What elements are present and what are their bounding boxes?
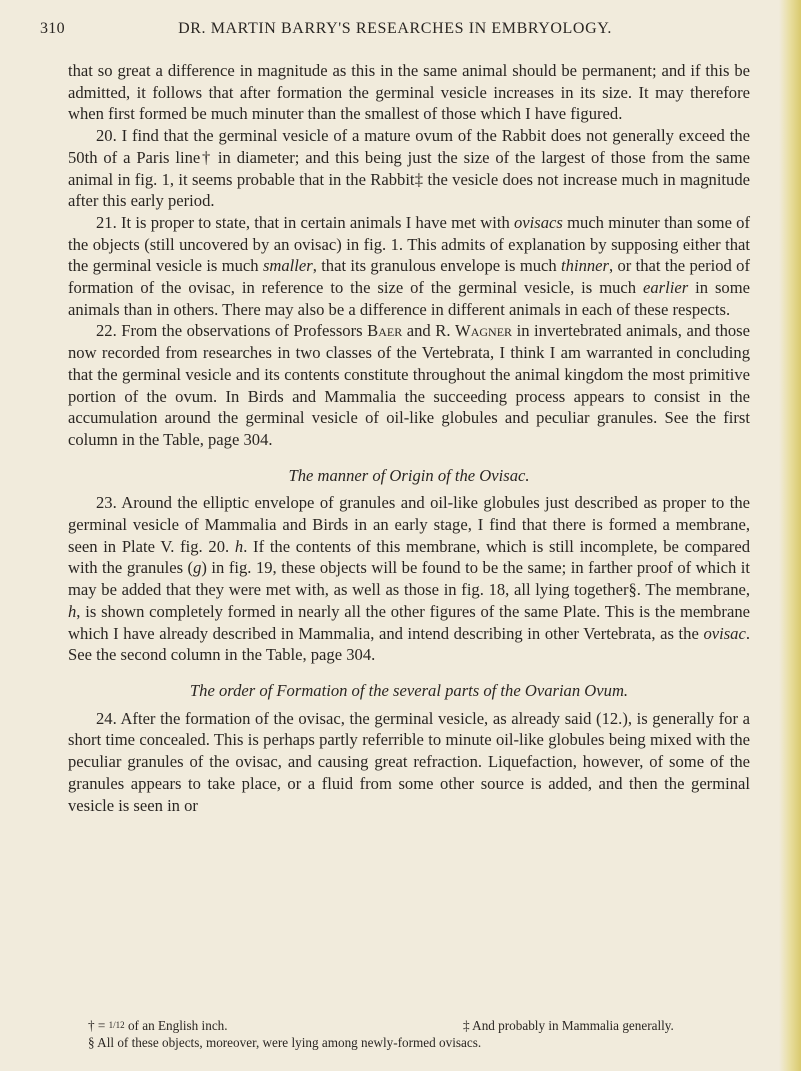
footnote-dagger: † = 1/12 of an English inch. — [88, 1018, 228, 1033]
page-header — [40, 20, 750, 44]
paragraph-continued: that so great a difference in magnitude as this in the same animal should be permanent; and if this be admitted, it follows that after formation the germinal vesicle increases in its size. It may therefore when first formed be much minuter than the smallest of those which I have figured. — [68, 61, 750, 124]
footnotes — [68, 1017, 750, 1051]
footnote-ref-dagger[interactable]: † — [200, 147, 213, 167]
main-text — [68, 60, 750, 816]
section-heading-ovisac-origin: The manner of Origin of the Ovisac. — [288, 465, 530, 485]
footnote-ref-section[interactable]: § — [628, 580, 637, 600]
paragraph-20: 20. I find that the germinal vesicle of a mature ovum of the Rabbit does not generally exceed the 50th of a Paris line† in diameter; and this being just the size of the largest of those from the same animal in fig. 1, it seems probable that in the Rabbit‡ the vesicle does not increase much in magnitude after this early period. — [68, 126, 751, 211]
paragraph-23: 23. Around the elliptic envelope of granules and oil-like globules just described as proper to the germinal vesicle of Mammalia and Birds in an early stage, I find that there is formed a membrane, seen in Plate V. fig. 20. h. If the contents of this membrane, which is still incomplete, be compared with the granules (g) in fig. 19, these objects will be found to be the same; in farther proof of which it may be added that they were met with, as well as those in fig. 18, all lying together§. The membrane, h, is shown completely formed in nearly all the other figures of the same Plate. This is the membrane which I have already described in Mammalia, and intend describing in other Vertebrata, as the ovisac. See the second column in the Table, page 304. — [68, 493, 751, 665]
paragraph-21: 21. It is proper to state, that in certain animals I have met with ovisacs much minuter than some of the objects (still uncovered by an ovisac) in fig. 1. This admits of explanation by supposing either that the germinal vesicle is much smaller, that its granulous envelope is much thinner, or that the period of formation of the ovisac, in reference to the size of the germinal vesicle, is much earlier in some animals than in others. There may also be a difference in different animals in each of these respects. — [68, 212, 751, 319]
fraction: 1/12 — [108, 1020, 125, 1030]
footnote-double-dagger: ‡ And probably in Mammalia generally. — [463, 1018, 674, 1033]
page-edge-discoloration — [779, 0, 801, 1071]
running-title: DR. MARTIN BARRY'S RESEARCHES IN EMBRYOLOGY. — [178, 20, 612, 37]
footnote-section: § All of these objects, moreover, were lying among newly-formed ovisacs. — [88, 1035, 482, 1050]
footnote-ref-double-dagger[interactable]: ‡ — [414, 169, 424, 189]
paragraph-22: 22. From the observations of Professors Baer and R. Wagner in invertebrated animals, and those now recorded from researches in two classes of the Vertebrata, I think I am warranted in concluding that the germinal vesicle and its contents constitute throughout the animal kingdom the most primitive portion of the ovum. In Birds and Mammalia the succeeding process appears to consist in the accumulation around the germinal vesicle of oil-like globules and peculiar granules. See the first column in the Table, page 304. — [68, 321, 750, 449]
section-heading-formation-order: The order of Formation of the several parts of the Ovarian Ovum. — [189, 680, 629, 700]
paragraph-24: 24. After the formation of the ovisac, the germinal vesicle, as already said (12.), is generally for a short time concealed. This is perhaps partly referrible to minute oil-like globules being mixed with the peculiar granules of the ovisac, and causing great refraction. Liquefaction, however, of some of the granules appears to take place, or a fluid from some other source is added, and then the germinal vesicle is seen in or — [68, 708, 750, 815]
page-number: 310 — [40, 20, 65, 37]
footnote-row — [68, 1017, 750, 1034]
